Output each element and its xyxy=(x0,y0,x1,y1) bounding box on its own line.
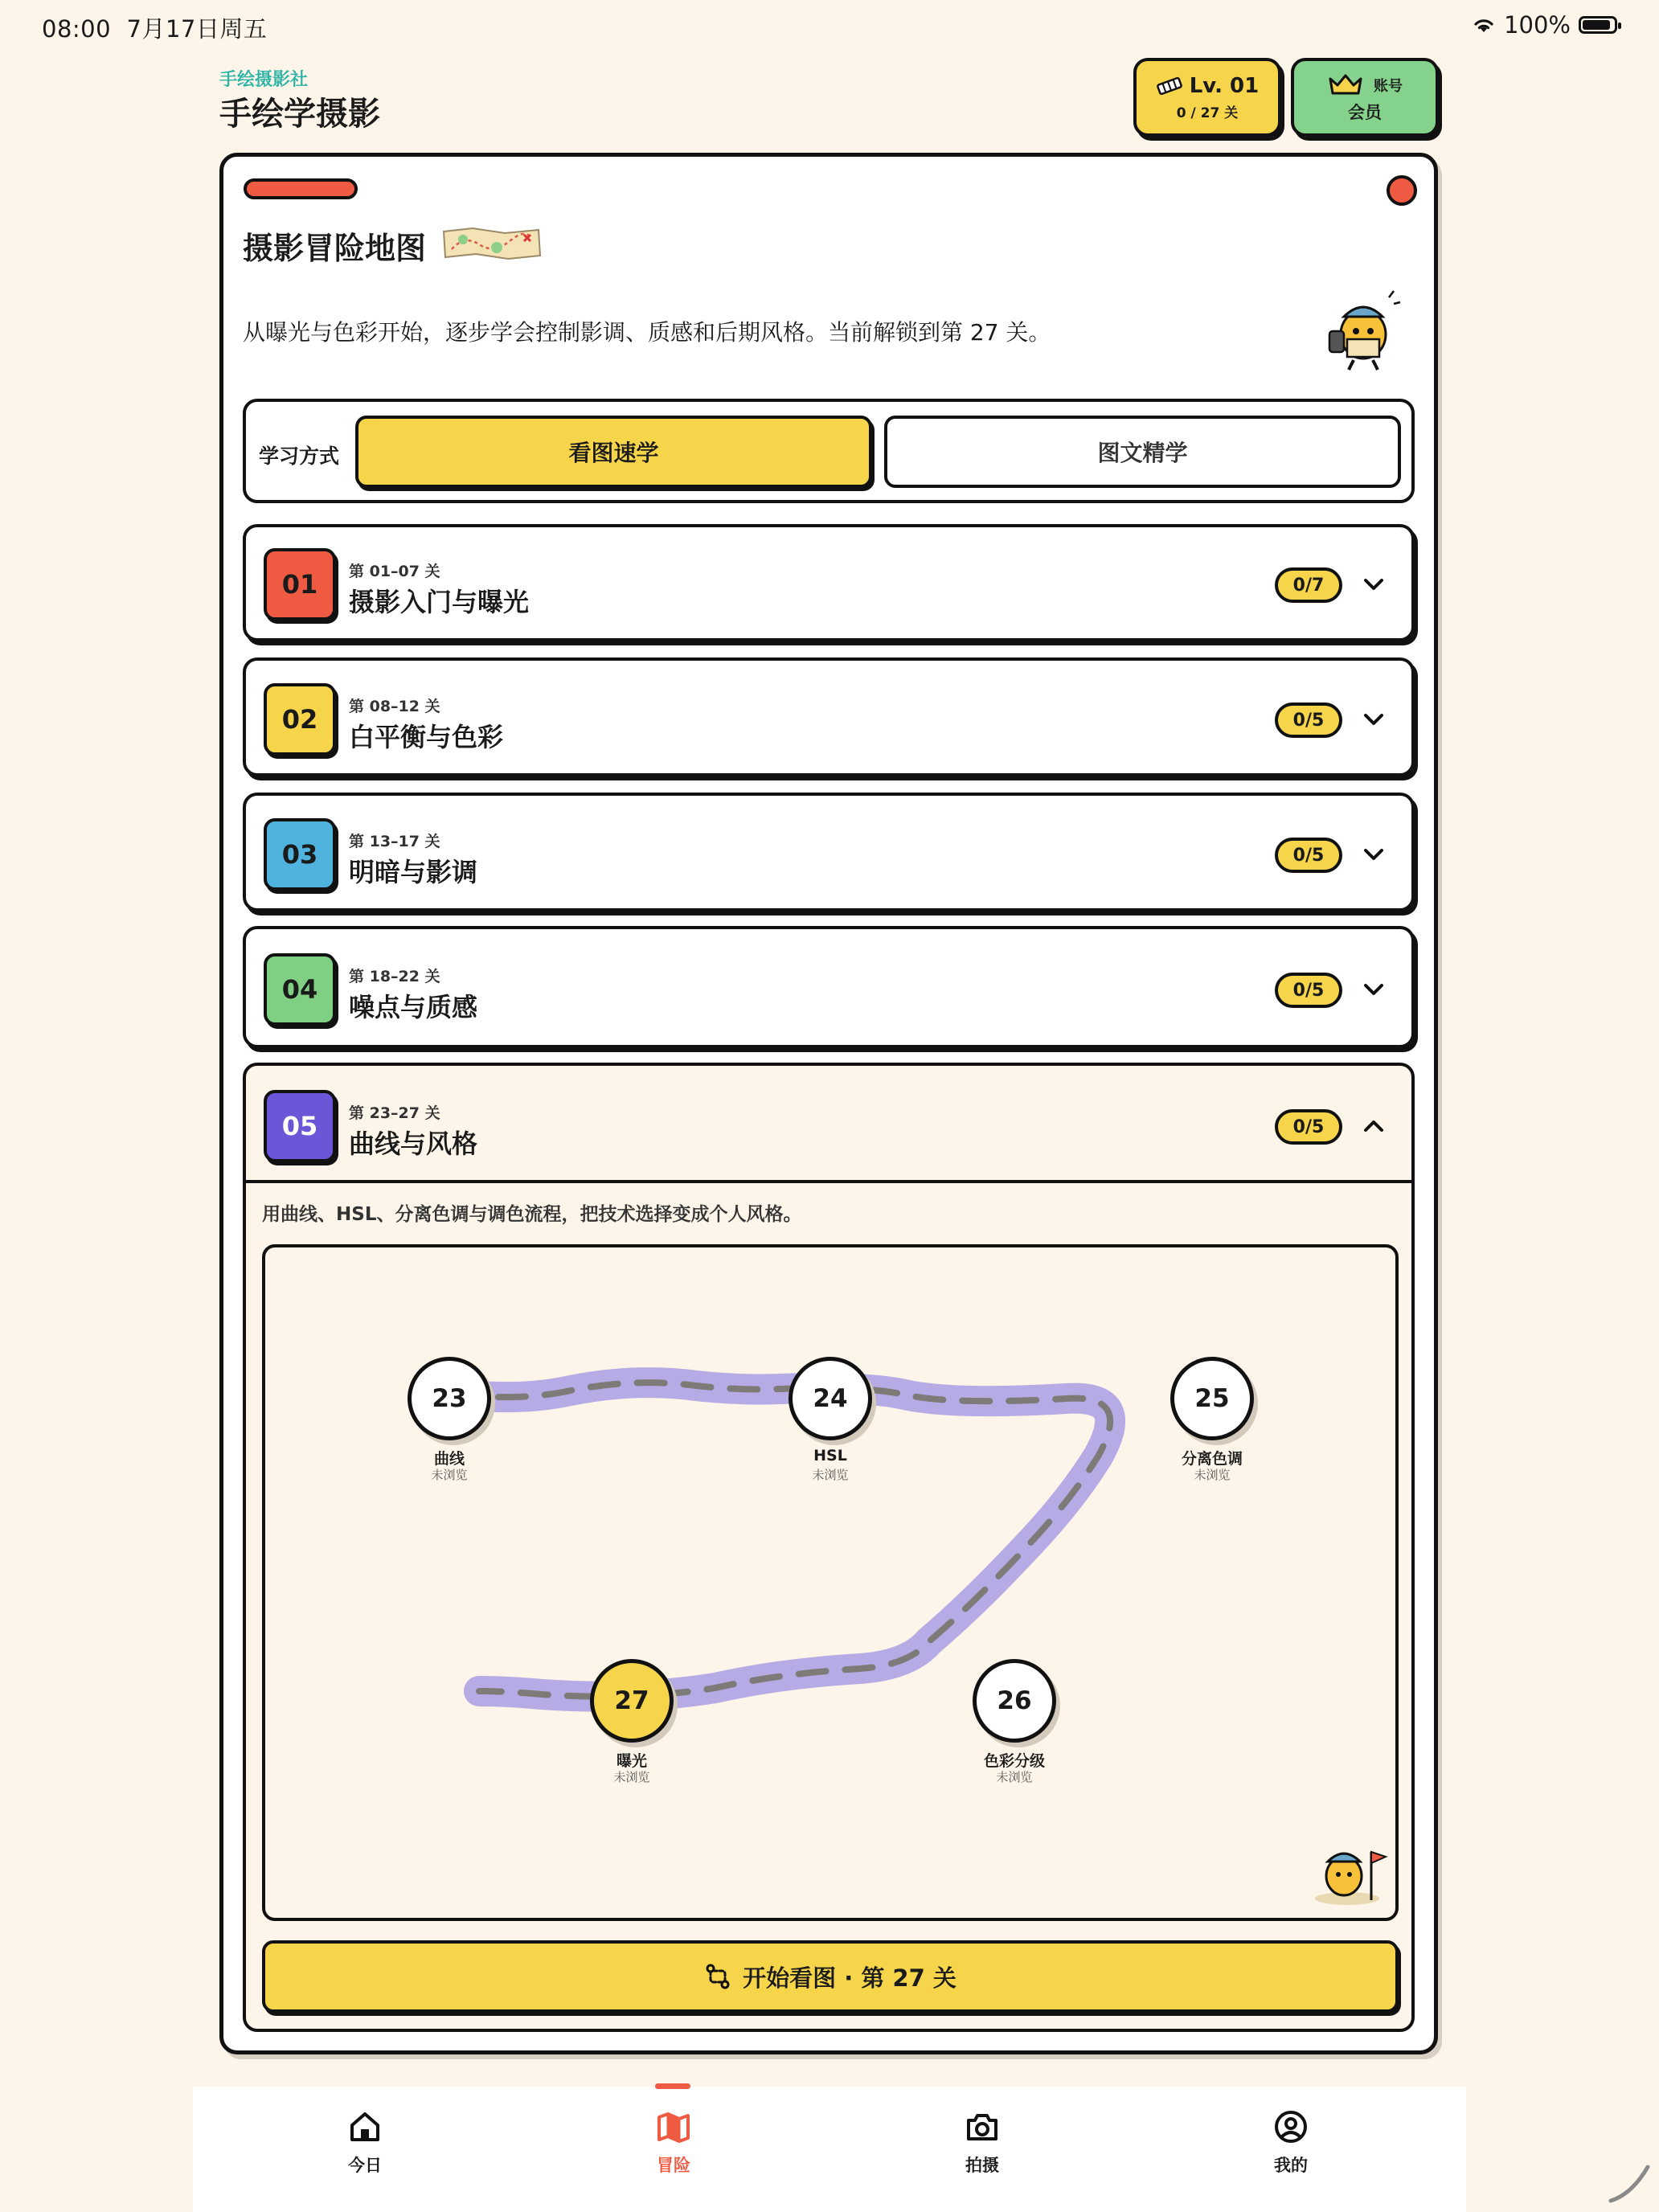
mode-quick-view-button[interactable]: 看图速学 xyxy=(355,416,872,488)
level-node-25[interactable]: 25 xyxy=(1170,1357,1254,1440)
chevron-down-icon[interactable] xyxy=(1360,706,1387,733)
section-number-badge: 04 xyxy=(264,953,336,1026)
treasure-map-icon xyxy=(440,225,543,262)
level-status: 未浏览 xyxy=(812,1468,849,1482)
section-number-badge: 01 xyxy=(264,548,336,621)
level-name: 曲线 xyxy=(433,1450,465,1468)
account-status: 会员 xyxy=(1348,103,1382,122)
start-level-label: 开始看图 · 第 27 关 xyxy=(743,1964,956,1992)
section-01[interactable] xyxy=(243,524,1415,641)
level-label: Lv. 01 xyxy=(1189,73,1260,98)
chevron-down-icon[interactable] xyxy=(1360,571,1387,598)
brand-title: 手绘学摄影 xyxy=(219,96,380,133)
learning-mode-label: 学习方式 xyxy=(259,444,340,468)
section-title: 白平衡与色彩 xyxy=(349,722,504,752)
account-label: 账号 xyxy=(1374,78,1403,95)
tab-profile[interactable] xyxy=(1210,2109,1371,2177)
section-title: 曲线与风格 xyxy=(349,1129,478,1159)
status-indicators xyxy=(1472,11,1617,39)
map-title: 摄影冒险地图 xyxy=(243,231,427,266)
start-level-button[interactable] xyxy=(262,1940,1399,2013)
brand-subtitle: 手绘摄影社 xyxy=(219,70,309,90)
tab-today[interactable] xyxy=(285,2109,445,2177)
chevron-down-icon[interactable] xyxy=(1360,841,1387,868)
section-range: 第 13–17 关 xyxy=(349,833,440,850)
section-title: 明暗与影调 xyxy=(349,857,478,887)
section-progress: 0/5 xyxy=(1275,973,1342,1008)
level-name: 曝光 xyxy=(616,1752,647,1770)
home-icon xyxy=(347,2109,383,2144)
tab-label: 我的 xyxy=(1274,2156,1308,2175)
map-icon xyxy=(656,2109,691,2144)
level-name: 分离色调 xyxy=(1181,1450,1243,1468)
status-time-date xyxy=(42,11,267,44)
section-number-badge: 02 xyxy=(264,683,336,756)
active-tab-indicator xyxy=(655,2083,690,2089)
tape-decoration xyxy=(244,178,358,199)
level-status: 未浏览 xyxy=(1194,1468,1231,1482)
battery-percent: 100% xyxy=(1504,11,1571,39)
account-button[interactable] xyxy=(1291,58,1439,137)
section-progress: 0/7 xyxy=(1275,567,1342,603)
section-title: 噪点与质感 xyxy=(349,992,478,1022)
section-progress: 0/5 xyxy=(1275,838,1342,873)
mascot-flag-icon xyxy=(1312,1836,1389,1907)
tab-shoot[interactable] xyxy=(902,2109,1063,2177)
chevron-up-icon[interactable] xyxy=(1360,1112,1387,1140)
section-divider xyxy=(246,1180,1411,1183)
tab-label: 冒险 xyxy=(657,2156,690,2175)
section-04[interactable] xyxy=(243,926,1415,1048)
level-name: HSL xyxy=(813,1447,847,1464)
section-range: 第 01–07 关 xyxy=(349,563,440,580)
red-dot-decoration xyxy=(1387,175,1417,206)
section-title: 摄影入门与曝光 xyxy=(349,587,530,617)
section-progress: 0/5 xyxy=(1275,703,1342,738)
status-date: 7月17日周五 xyxy=(126,15,268,43)
section-number-badge: 05 xyxy=(264,1090,336,1162)
level-node-26[interactable]: 26 xyxy=(973,1659,1056,1743)
section-number-badge: 03 xyxy=(264,818,336,891)
level-button[interactable] xyxy=(1133,58,1281,137)
section-note: 用曲线、HSL、分离色调与调色流程，把技术选择变成个人风格。 xyxy=(262,1204,802,1225)
level-path-map xyxy=(262,1244,1399,1921)
section-range: 第 08–12 关 xyxy=(349,698,440,715)
film-icon xyxy=(1156,76,1183,96)
mode-detailed-button[interactable]: 图文精学 xyxy=(884,416,1401,488)
level-path xyxy=(265,1247,1395,1918)
bottom-tab-bar xyxy=(193,2087,1466,2212)
pencil-stroke-decoration xyxy=(1608,2162,1653,2204)
camera-icon xyxy=(965,2109,1000,2144)
section-range: 第 18–22 关 xyxy=(349,968,440,985)
level-progress: 0 / 27 关 xyxy=(1176,104,1239,121)
section-range: 第 23–27 关 xyxy=(349,1104,440,1122)
status-time: 08:00 xyxy=(42,15,112,43)
crown-icon xyxy=(1327,71,1364,100)
level-status: 未浏览 xyxy=(431,1468,468,1482)
tab-label: 拍摄 xyxy=(965,2156,999,2175)
wifi-icon xyxy=(1472,15,1496,35)
explorer-mascot-icon xyxy=(1323,286,1403,373)
level-node-23[interactable]: 23 xyxy=(408,1357,491,1440)
section-02[interactable] xyxy=(243,657,1415,776)
section-03[interactable] xyxy=(243,793,1415,911)
tab-adventure[interactable] xyxy=(593,2109,754,2177)
section-05-expanded xyxy=(243,1063,1415,2032)
level-node-27-current[interactable]: 27 xyxy=(590,1659,674,1743)
level-node-24[interactable]: 24 xyxy=(789,1357,872,1440)
battery-icon xyxy=(1579,16,1617,34)
map-description: 从曝光与色彩开始，逐步学会控制影调、质感和后期风格。当前解锁到第 27 关。 xyxy=(243,319,1051,346)
level-status: 未浏览 xyxy=(996,1770,1033,1784)
level-name: 色彩分级 xyxy=(983,1752,1045,1770)
section-progress: 0/5 xyxy=(1275,1109,1342,1145)
route-icon xyxy=(704,1963,731,1990)
tab-label: 今日 xyxy=(348,2156,382,2175)
profile-icon xyxy=(1273,2109,1309,2144)
level-status: 未浏览 xyxy=(613,1770,650,1784)
chevron-down-icon[interactable] xyxy=(1360,976,1387,1003)
